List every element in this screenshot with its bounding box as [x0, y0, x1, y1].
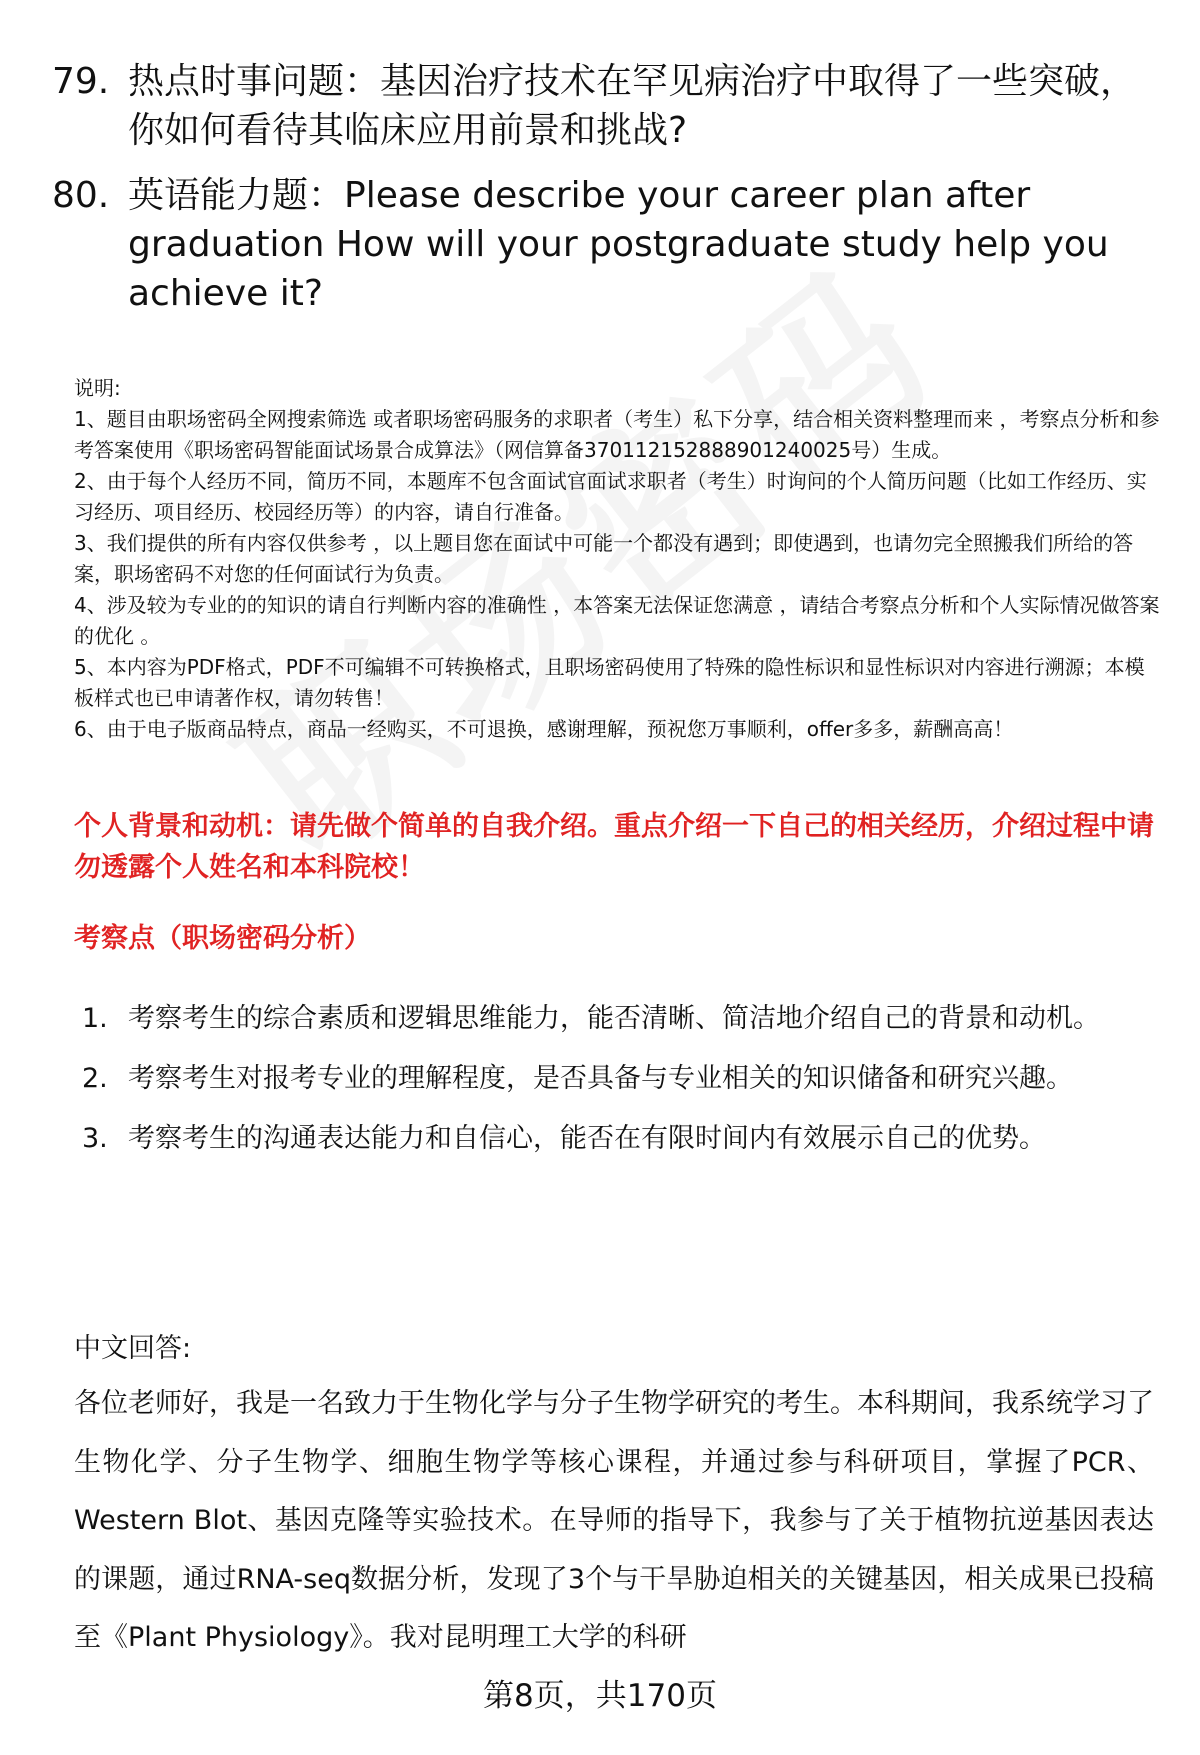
answer-text: 各位老师好，我是一名致力于生物化学与分子生物学研究的考生。本科期间，我系统学习了生物化学、分子生物学、细胞生物学等核心课程，并通过参与科研项目，掌握了PCR、Western Blot、基因克隆等实验技术。在导师的指导下，我参与了关于植物抗逆基因表达的课题，通过RNA-seq数据分析，发现了3个与干旱胁迫相关的关键基因，相关成果已投稿至《Plant Physiology》。我对昆明理工大学的科研: [74, 1388, 1154, 1653]
section-title: 个人背景和动机：请先做个简单的自我介绍。重点介绍一下自己的相关经历，介绍过程中请勿透露个人姓名和本科院校！: [74, 811, 1154, 883]
point-number: 1.: [82, 1003, 108, 1034]
answer-label: 中文回答:: [74, 1333, 192, 1364]
analysis-points: [82, 989, 1152, 1169]
point-number: 3.: [82, 1123, 108, 1154]
notes-item: 4、涉及较为专业的的知识的请自行判断内容的准确性 ，本答案无法保证您满意 ，请结合考察点分析和个人实际情况做答案的优化 。: [74, 593, 1160, 648]
point-number: 2.: [82, 1063, 108, 1094]
point-text: 考察考生的综合素质和逻辑思维能力，能否清晰、简洁地介绍自己的背景和动机。: [128, 1003, 1100, 1034]
list-item: [82, 989, 1152, 1049]
question-80: [52, 171, 1142, 318]
analysis-title: 考察点（职场密码分析）: [74, 923, 371, 954]
notes-block: [74, 373, 1164, 745]
notes-item: 3、我们提供的所有内容仅供参考 ，以上题目您在面试中可能一个都没有遇到；即使遇到，也请勿完全照搬我们所给的答案，职场密码不对您的任何面试行为负责。: [74, 531, 1134, 586]
point-text: 考察考生对报考专业的理解程度，是否具备与专业相关的知识储备和研究兴趣。: [128, 1063, 1073, 1094]
question-number: 79.: [52, 61, 110, 102]
question-text: 热点时事问题：基因治疗技术在罕见病治疗中取得了一些突破，你如何看待其临床应用前景和挑战?: [128, 61, 1137, 151]
point-text: 考察考生的沟通表达能力和自信心，能否在有限时间内有效展示自己的优势。: [128, 1123, 1046, 1154]
list-item: [82, 1049, 1152, 1109]
notes-item: 1、题目由职场密码全网搜索筛选 或者职场密码服务的求职者（考生）私下分享，结合相关资料整理而来 ，考察点分析和参考答案使用《职场密码智能面试场景合成算法》（网信算备370112152888901240025号）生成。: [74, 407, 1160, 462]
notes-item: 5、本内容为PDF格式，PDF不可编辑不可转换格式，且职场密码使用了特殊的隐性标识和显性标识对内容进行溯源；本模板样式也已申请著作权，请勿转售！: [74, 655, 1145, 710]
question-number: 80.: [52, 175, 110, 216]
notes-item: 6、由于电子版商品特点，商品一经购买，不可退换，感谢理解，预祝您万事顺利，offer多多，薪酬高高！: [74, 717, 1014, 741]
page-footer: 第8页，共170页: [483, 1678, 717, 1714]
question-79: [52, 57, 1142, 155]
question-text: 英语能力题：Please describe your career plan after graduation How will your postgraduate study help you achieve it?: [128, 175, 1109, 314]
notes-item: 2、由于每个人经历不同，简历不同，本题库不包含面试官面试求职者（考生）时询问的个人简历问题（比如工作经历、实习经历、项目经历、校园经历等）的内容，请自行准备。: [74, 469, 1147, 524]
notes-title: 说明:: [74, 376, 121, 400]
list-item: [82, 1109, 1152, 1169]
